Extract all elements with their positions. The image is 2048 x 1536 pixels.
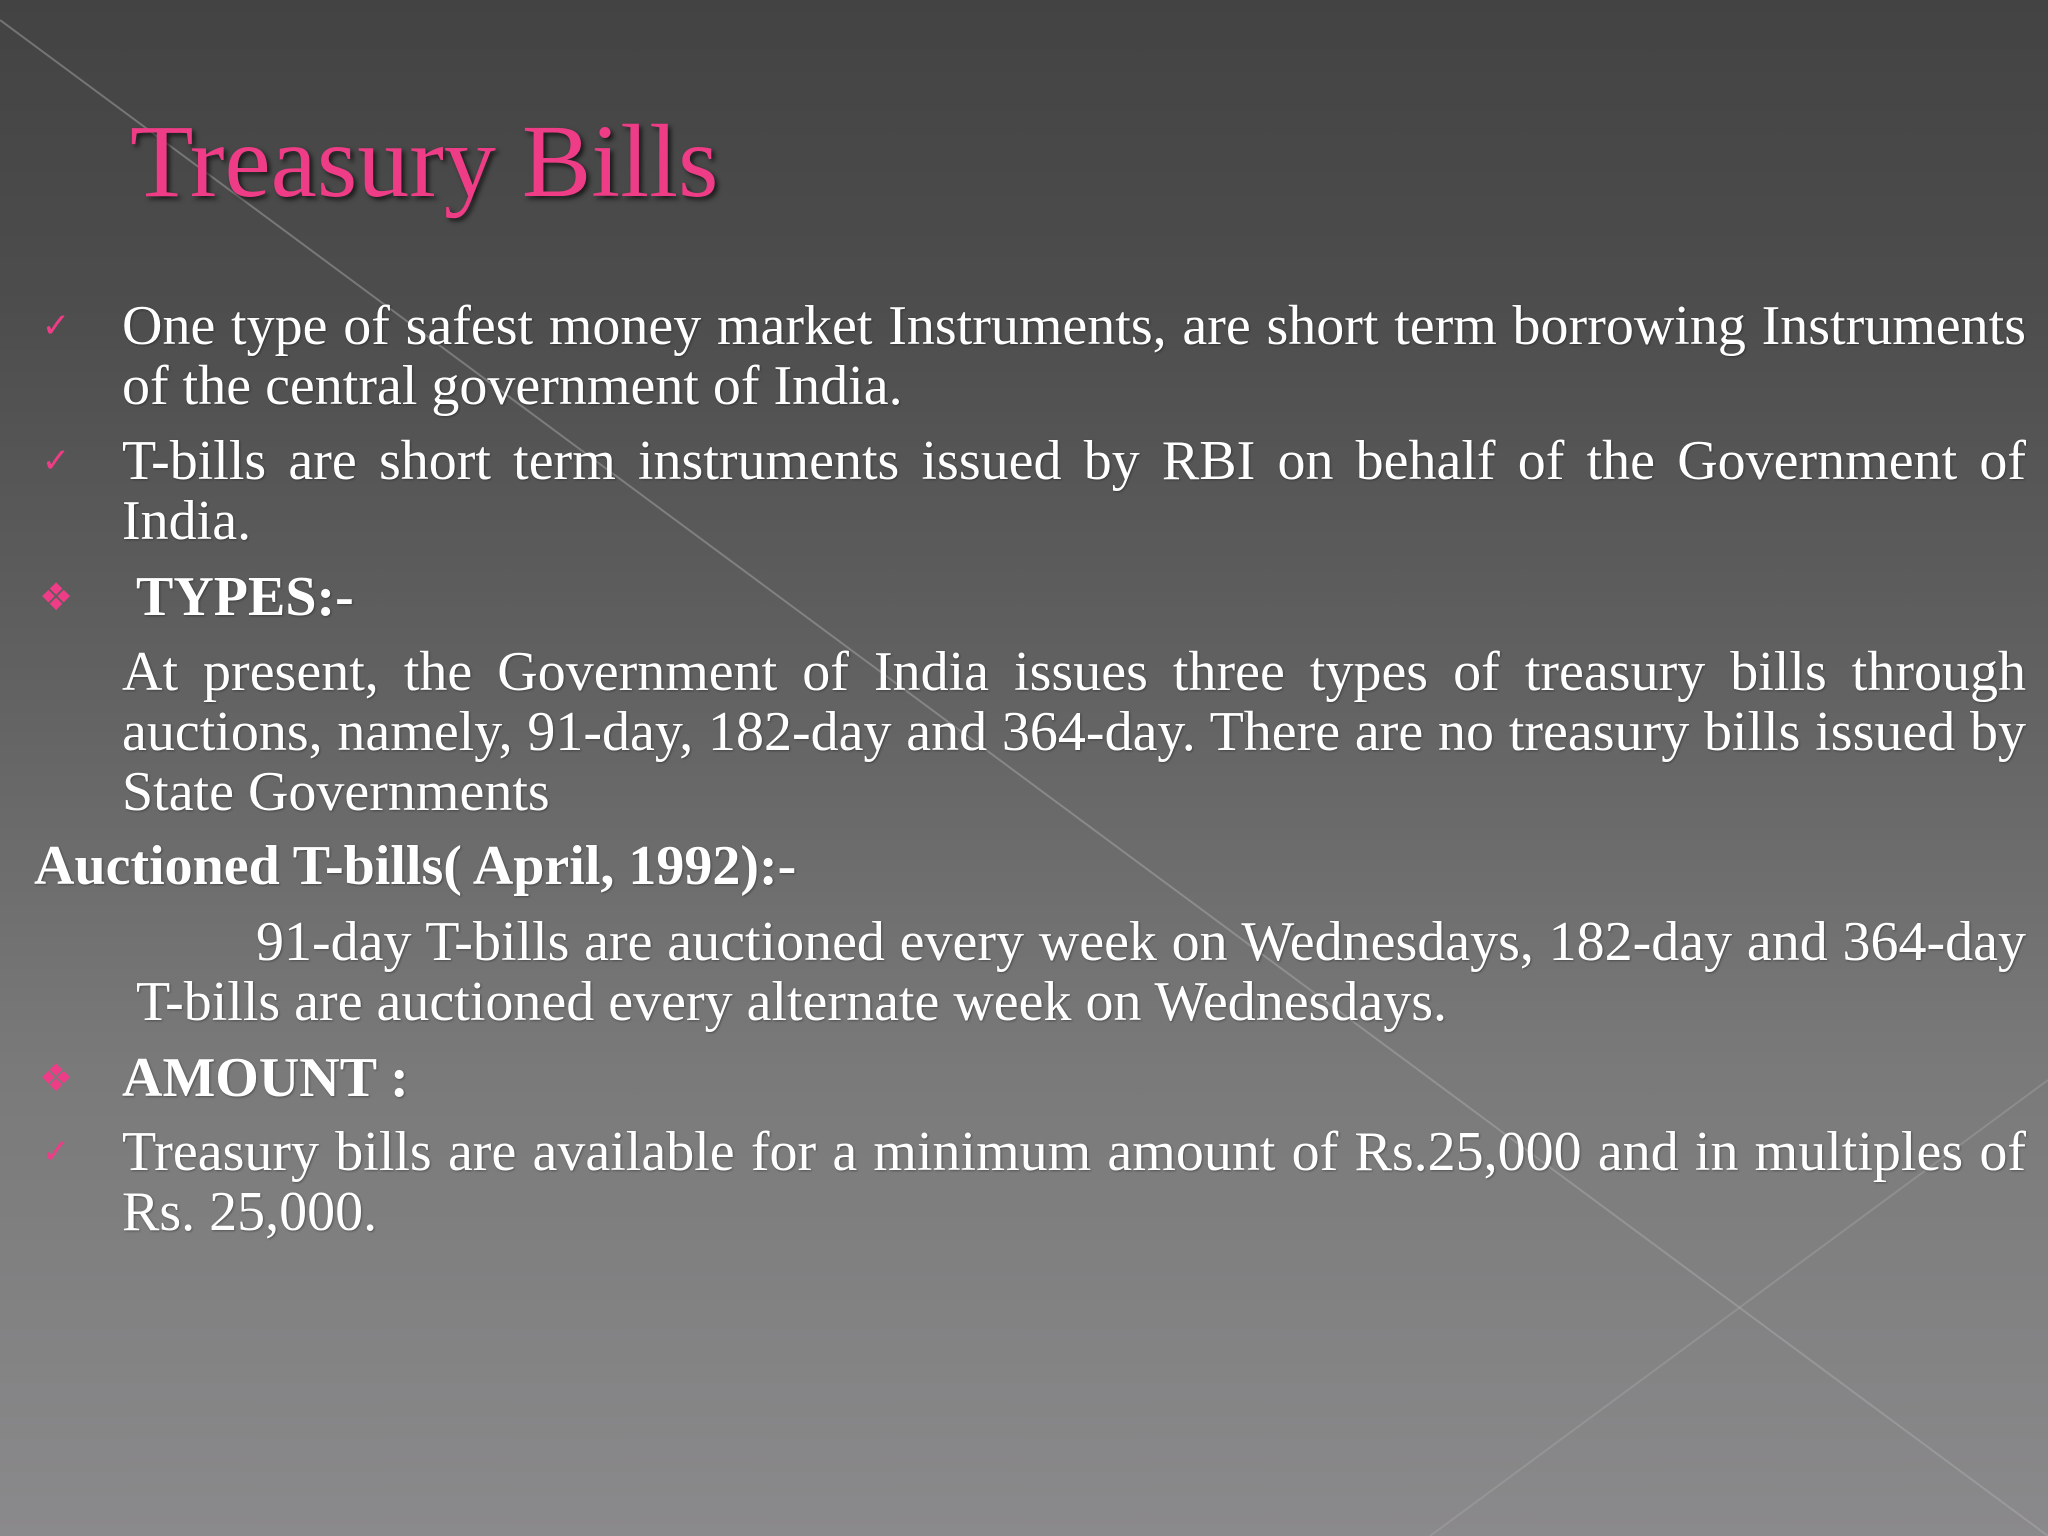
types-description: At present, the Government of India issues three types of treasury bills through auctions, namely, 91-day, 182-day and 364-day. There are no treasury bills issued by State Governments: [122, 641, 2026, 823]
auctioned-heading: Auctioned T-bills( April, 1992):-: [34, 835, 797, 897]
diamond-bullet-icon: ❖: [38, 575, 74, 619]
amount-heading: AMOUNT :: [122, 1047, 409, 1109]
bullet-tbills-rbi: T-bills are short term instruments issued by RBI on behalf of the Government of India.: [122, 430, 2026, 552]
check-icon: ✓: [41, 306, 71, 346]
check-icon: ✓: [41, 1132, 71, 1172]
slide-title: Treasury Bills: [130, 104, 719, 219]
bullet-minimum-amount: Treasury bills are available for a minimum amount of Rs.25,000 and in multiples of Rs. 25,000.: [122, 1121, 2026, 1243]
auctioned-description: 91-day T-bills are auctioned every week on Wednesdays, 182-day and 364-day T-bills are auctioned every alternate week on Wednesdays.: [136, 911, 2026, 1033]
types-heading: TYPES:-: [136, 566, 354, 628]
check-icon: ✓: [41, 441, 71, 481]
diamond-bullet-icon: ❖: [38, 1056, 74, 1100]
bullet-safest-instruments: One type of safest money market Instruments, are short term borrowing Instruments of the central government of India.: [122, 295, 2026, 417]
